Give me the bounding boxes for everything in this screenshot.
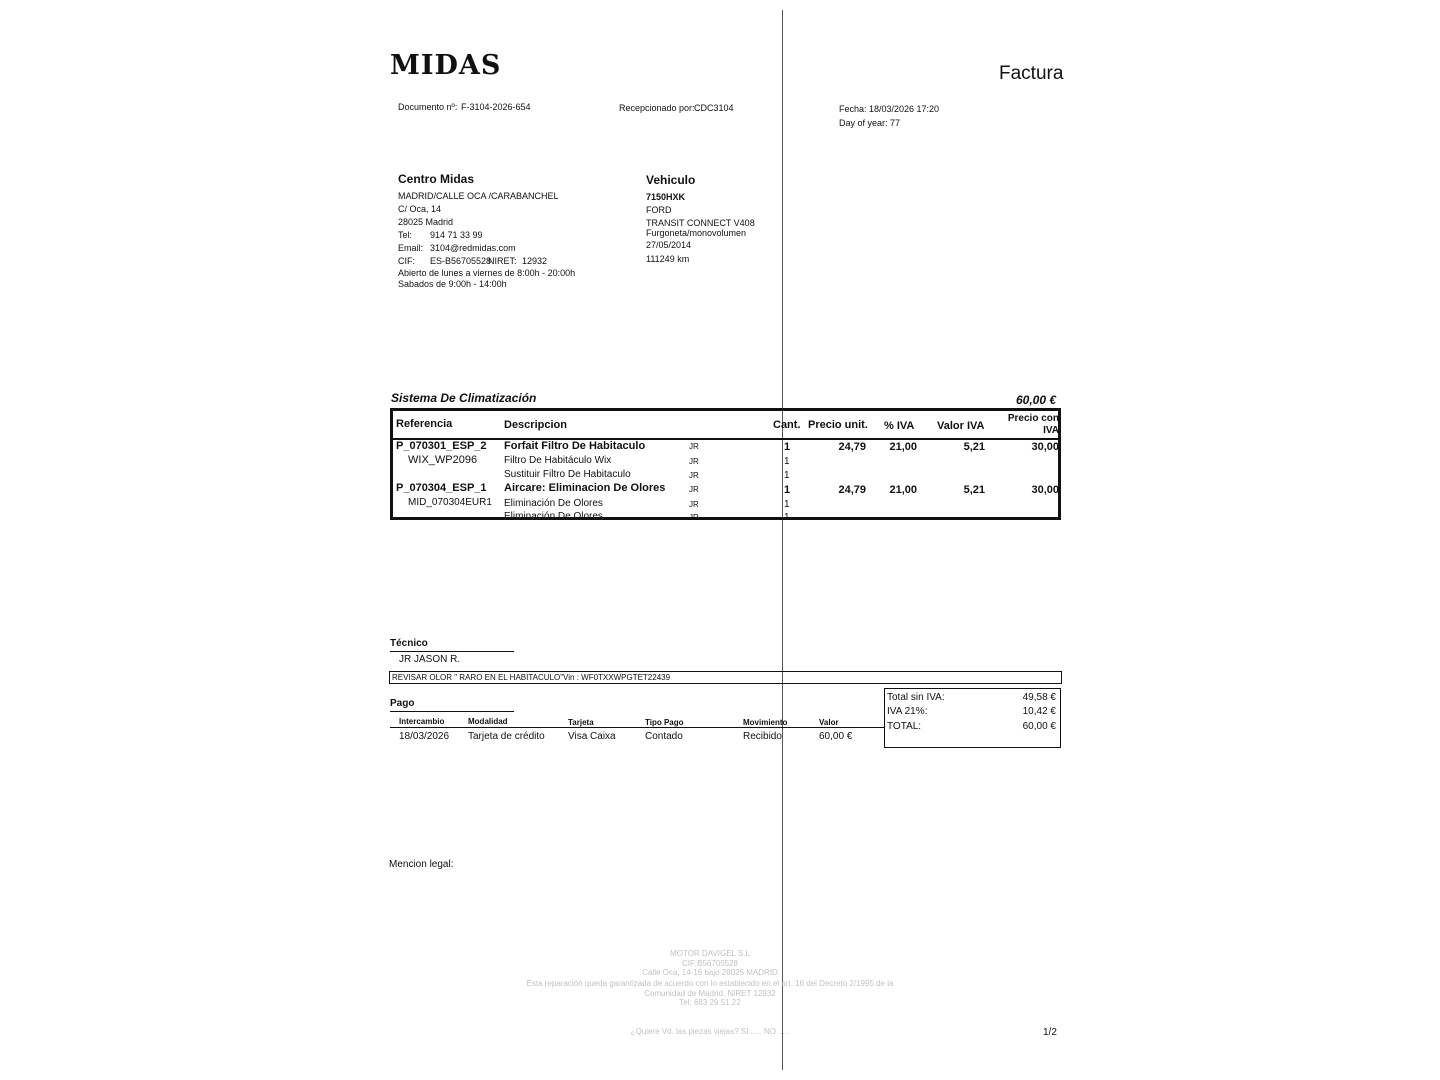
section-total: 60,00 € — [1016, 393, 1057, 407]
cif-label: CIF: — [398, 256, 415, 266]
niret-value: 12932 — [522, 256, 548, 266]
col-descripcion: Descripcion — [504, 419, 567, 431]
mencion-legal-label: Mencion legal: — [389, 859, 454, 870]
vehicle-brand: FORD — [646, 205, 672, 215]
vehicle-type: Furgoneta/monovolumen — [646, 228, 747, 238]
documento-number: F-3104-2026-654 — [461, 102, 531, 112]
document-title: Factura — [999, 63, 1064, 84]
footer-company: MOTOR DAVIGEL S.L — [670, 949, 750, 958]
email-label: Email: — [398, 243, 424, 253]
table-row-desc: Eliminación De Olores — [504, 511, 603, 522]
pago-col-modalidad: Modalidad — [468, 717, 508, 726]
pago-tarjeta: Visa Caixa — [568, 731, 616, 742]
niret-label: NIRET: — [488, 256, 517, 266]
footer-guarantee: Esta reparación queda garantizada de acuerdo con lo establecido en el art. 16 del Decreto 2/1995 de la — [526, 979, 894, 988]
recepcionado-label: Recepcionado por: — [619, 103, 695, 113]
table-row-qty: 1 — [784, 512, 790, 523]
footer-address: Calle Oca, 14-16 bajo 28025 MADRID — [642, 968, 778, 977]
table-row-iva: 5,21 — [963, 484, 985, 496]
col-precio-con-iva-1: Precio con — [1007, 413, 1059, 424]
table-row-tech: JR — [689, 500, 699, 509]
fecha-value: 18/03/2026 17:20 — [869, 104, 940, 114]
tel-value: 914 71 33 99 — [430, 230, 483, 240]
table-row-qty: 1 — [784, 484, 791, 496]
table-row-desc: Eliminación De Olores — [504, 498, 603, 509]
col-precio-con-iva-2: IVA — [1043, 425, 1059, 436]
centro-line-2: C/ Oca, 14 — [398, 204, 442, 214]
vehicle-model: TRANSIT CONNECT V408 — [646, 218, 755, 228]
pago-col-valor: Valor — [819, 718, 839, 727]
pago-col-tarjeta: Tarjeta — [568, 718, 594, 727]
vehicle-plate: 7150HXK — [646, 192, 686, 202]
table-row-desc: Filtro De Habitáculo Wix — [504, 455, 612, 466]
table-row-qty: 1 — [784, 470, 790, 481]
table-row-tech: JR — [689, 485, 699, 494]
midas-logo: MIDAS — [390, 50, 502, 81]
table-row-tech: JR — [689, 471, 699, 480]
col-precio-unit: Precio unit. — [808, 419, 868, 431]
table-row-ref: P_070304_ESP_1 — [396, 482, 487, 494]
footer-cif: CIF:B56705528 — [681, 959, 739, 968]
table-row-unit: 24,79 — [838, 441, 866, 453]
table-row-tech: JR — [689, 442, 699, 451]
observation-note: REVISAR OLOR " RARO EN EL HABITACULO"Vin : WF0TXXWPGTET22439 — [389, 671, 1062, 684]
email-value: 3104@redmidas.com — [430, 243, 516, 253]
section-title: Sistema De Climatización — [391, 391, 537, 405]
tel-label: Tel: — [398, 230, 413, 240]
table-row-ref: MID_070304EUR1 — [408, 497, 492, 508]
table-row-tech: JR — [689, 457, 699, 466]
table-row-pct: 21,00 — [889, 484, 917, 496]
recepcionado-value: CDC3104 — [694, 103, 734, 113]
tecnico-name: JR JASON R. — [399, 654, 461, 665]
table-header-divider — [393, 438, 1058, 440]
total-sin-iva-label: Total sin IVA: — [887, 692, 945, 703]
table-row-pct: 21,00 — [889, 441, 917, 453]
table-row-tech: JR — [689, 513, 699, 522]
day-of-year-label: Day of year: — [839, 118, 888, 128]
tecnico-label: Técnico — [390, 638, 428, 649]
table-row-ref: WIX_WP2096 — [408, 454, 478, 466]
pago-col-movimiento: Movimiento — [743, 718, 788, 727]
pago-intercambio: 18/03/2026 — [399, 731, 450, 742]
footer-community: Comunidad de Madrid. NIRET 12932 — [644, 989, 776, 998]
col-referencia: Referencia — [396, 418, 453, 430]
table-row-qty: 1 — [784, 456, 790, 467]
tecnico-underline — [390, 651, 514, 652]
opening-hours-weekdays: Abierto de lunes a viernes de 8:00h - 20:00h — [398, 268, 576, 278]
pago-underline — [390, 711, 514, 712]
table-row-total: 30,00 — [1031, 484, 1059, 496]
centro-title: Centro Midas — [398, 172, 475, 186]
table-row-total: 30,00 — [1031, 441, 1059, 453]
total-label: TOTAL: — [887, 721, 922, 732]
col-cantidad: Cant. — [773, 419, 801, 431]
pago-movimiento: Recibido — [743, 731, 782, 742]
opening-hours-saturday: Sabados de 9:00h - 14:00h — [398, 279, 507, 289]
footer-question: ¿Quiere Vd. las piezas viejas? SI ..... NO ..... — [630, 1027, 790, 1036]
centro-line-3: 28025 Madrid — [398, 217, 454, 227]
pago-valor: 60,00 € — [819, 731, 853, 742]
table-row-ref: P_070301_ESP_2 — [396, 440, 487, 452]
vehicle-date: 27/05/2014 — [646, 240, 692, 250]
items-table — [390, 408, 1061, 523]
page-number: 1/2 — [1043, 1027, 1057, 1038]
documento-label: Documento nº: — [398, 102, 458, 112]
total-value: 60,00 € — [1022, 721, 1056, 732]
vehicle-km: 111249 km — [646, 254, 690, 264]
pago-label: Pago — [390, 698, 415, 709]
table-row-desc: Forfait Filtro De Habitaculo — [504, 440, 646, 452]
table-row-qty: 1 — [784, 441, 791, 453]
day-of-year-value: 77 — [890, 118, 901, 128]
table-row-unit: 24,79 — [838, 484, 866, 496]
centro-line-1: MADRID/CALLE OCA /CARABANCHEL — [398, 191, 559, 201]
table-row-qty: 1 — [784, 499, 790, 510]
cif-value: ES-B56705528 — [430, 256, 492, 266]
table-row-desc: Aircare: Eliminacion De Olores — [504, 482, 666, 494]
total-sin-iva-value: 49,58 € — [1022, 692, 1056, 703]
iva-label: IVA 21%: — [887, 706, 928, 717]
totals-box — [884, 688, 1061, 748]
pago-header-line — [390, 727, 884, 728]
pago-col-tipo: Tipo Pago — [645, 718, 684, 727]
table-row-iva: 5,21 — [963, 441, 985, 453]
table-row-desc: Sustituir Filtro De Habitaculo — [504, 469, 631, 480]
pago-col-intercambio: Intercambio — [399, 717, 445, 726]
footer-phone: Tel: 683 29 51 22 — [679, 998, 741, 1007]
col-valor-iva: Valor IVA — [937, 420, 985, 432]
fecha-label: Fecha: — [839, 104, 867, 114]
iva-value: 10,42 € — [1022, 706, 1056, 717]
scan-fold-line — [782, 10, 783, 1070]
pago-modalidad: Tarjeta de crédito — [468, 731, 545, 742]
col-pct-iva: % IVA — [884, 420, 915, 432]
pago-tipo: Contado — [645, 731, 683, 742]
vehiculo-title: Vehiculo — [646, 173, 696, 187]
